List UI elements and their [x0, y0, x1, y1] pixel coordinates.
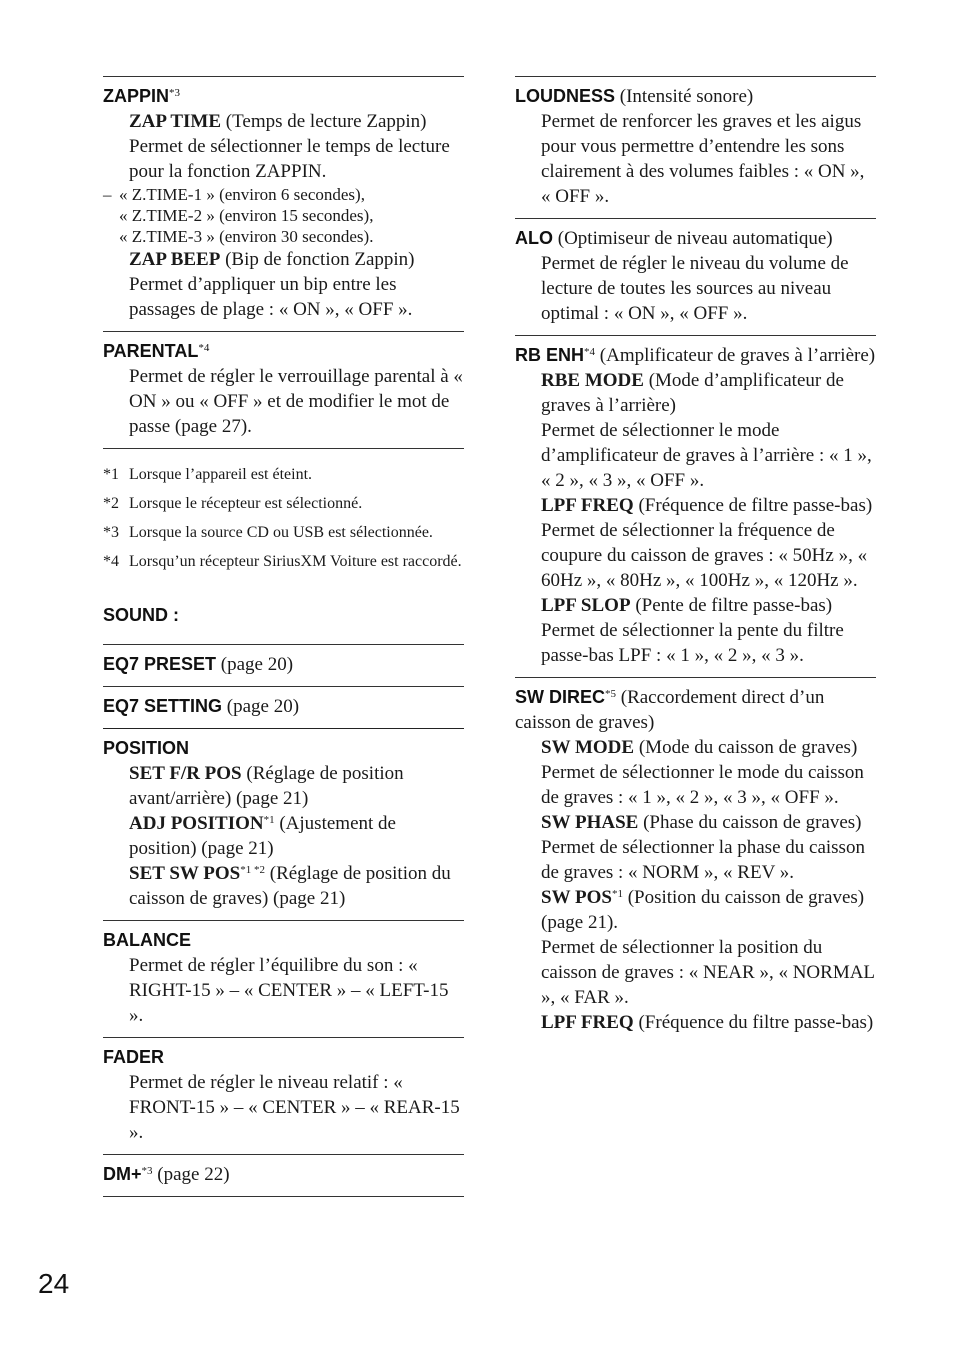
position-heading: POSITION: [103, 738, 190, 758]
menu-item-zappin: [103, 76, 464, 331]
zap-time-description: Permet de sélectionner le temps de lecture pour la fonction ZAPPIN.: [129, 136, 450, 182]
menu-item-balance: [103, 920, 464, 1037]
footnote-mark: *2: [103, 495, 119, 512]
lpf-freq-label: LPF FREQ: [541, 495, 634, 516]
zap-time-option-1: « Z.TIME-1 » (environ 6 secondes),: [119, 185, 365, 204]
zappin-note-ref: *3: [169, 87, 181, 99]
adj-position-label: ADJ POSITION: [129, 813, 264, 834]
set-sw-pos-label: SET SW POS: [129, 863, 241, 884]
left-column: [103, 76, 464, 1197]
fader-heading: FADER: [103, 1047, 165, 1067]
zap-time-option-3: « Z.TIME-3 » (environ 30 secondes).: [119, 227, 374, 246]
sw-direc-title: (Raccordement direct d’un caisson de graves): [515, 687, 825, 733]
footnote: [103, 492, 464, 515]
alo-description: Permet de régler le niveau du volume de lecture de toutes les sources au niveau optimal : « ON », « OFF ».: [541, 253, 849, 324]
footnote-text: Lorsqu’un récepteur SiriusXM Voiture est raccordé.: [129, 553, 462, 570]
zap-time-title: (Temps de lecture Zappin): [221, 111, 427, 132]
rbe-mode-label: RBE MODE: [541, 370, 644, 391]
sw-pos-title: (Position du caisson de graves) (page 21).: [541, 887, 865, 933]
parental-description: Permet de régler le verrouillage parental à « ON » ou « OFF » et de modifier le mot de passe (page 27).: [129, 366, 463, 437]
zap-time-options: – « Z.TIME-1 » (environ 6 secondes), « Z.TIME-2 » (environ 15 secondes), « Z.TIME-3 » (environ 30 secondes).: [103, 185, 374, 246]
eq7-preset-heading: EQ7 PRESET: [103, 654, 217, 674]
footnote-text: Lorsque le récepteur est sélectionné.: [129, 495, 363, 512]
rb-enh-note-ref: *4: [584, 346, 596, 358]
sw-direc-note-ref: *5: [605, 688, 616, 700]
menu-item-alo: [515, 218, 876, 335]
balance-heading: BALANCE: [103, 930, 191, 950]
adj-position-text: (Ajustement de position) (page 21): [129, 813, 396, 859]
sw-pos-note-ref: *1: [611, 888, 623, 900]
parental-heading: PARENTAL: [103, 341, 199, 361]
set-fr-pos-label: SET F/R POS: [129, 763, 242, 784]
sw-phase-label: SW PHASE: [541, 812, 639, 833]
sw-pos-label: SW POS: [541, 887, 612, 908]
footnote-mark: *4: [103, 553, 119, 570]
zappin-heading: ZAPPIN: [103, 86, 170, 106]
sw-pos-description: Permet de sélectionner la position du caisson de graves : « NEAR », « NORMAL », « FAR ».: [541, 937, 875, 1008]
sw-mode-description: Permet de sélectionner le mode du caisson de graves : « 1 », « 2 », « 3 », « OFF ».: [541, 762, 864, 808]
loudness-title: (Intensité sonore): [615, 86, 754, 107]
set-fr-pos-item: [129, 761, 464, 811]
zap-time-item: [103, 109, 464, 322]
page-number: 24: [38, 1268, 70, 1299]
dm-plus-heading: DM+: [103, 1164, 142, 1184]
alo-title: (Optimiseur de niveau automatique): [553, 228, 833, 249]
eq7-setting-page: (page 20): [222, 696, 300, 717]
dm-plus-note-ref: *3: [141, 1165, 153, 1177]
sw-lpf-freq-title: (Fréquence du filtre passe-bas): [633, 1012, 874, 1033]
set-sw-pos-text: (Réglage de position du caisson de graves) (page 21): [129, 863, 451, 909]
footnote: [103, 463, 464, 486]
footnote-text: Lorsque la source CD ou USB est sélectionnée.: [129, 524, 433, 541]
parental-note-ref: *4: [198, 342, 210, 354]
zap-time-option-2: « Z.TIME-2 » (environ 15 secondes),: [119, 206, 374, 225]
menu-item-rb-enh: [515, 335, 876, 677]
zap-beep-description: Permet d’appliquer un bip entre les passages de plage : « ON », « OFF ».: [129, 274, 413, 320]
zap-beep-title: (Bip de fonction Zappin): [220, 249, 415, 270]
zap-time-label: ZAP TIME: [129, 111, 222, 132]
lpf-freq-title: (Fréquence de filtre passe-bas): [633, 495, 873, 516]
footnote: [103, 550, 464, 573]
loudness-heading: LOUDNESS: [515, 86, 616, 106]
alo-heading: ALO: [515, 228, 553, 248]
balance-description: Permet de régler l’équilibre du son : « RIGHT-15 » – « CENTER » – « LEFT-15 ».: [129, 955, 449, 1026]
set-fr-pos-text: (Réglage de position avant/arrière) (page 21): [129, 763, 404, 809]
right-column: [515, 76, 876, 1044]
rbe-mode-title: (Mode d’amplificateur de graves à l’arrière): [541, 370, 844, 416]
adj-position-note-ref: *1: [263, 814, 275, 826]
footnote-mark: *1: [103, 466, 119, 483]
footnote: [103, 521, 464, 544]
menu-item-eq7-preset: [103, 644, 464, 686]
rb-enh-heading: RB ENH: [515, 345, 585, 365]
footnotes: [103, 448, 464, 573]
menu-item-dm-plus: [103, 1154, 464, 1197]
menu-item-position: [103, 728, 464, 920]
lpf-slop-description: Permet de sélectionner la pente du filtre passe-bas LPF : « 1 », « 2 », « 3 ».: [541, 620, 844, 666]
lpf-freq-description: Permet de sélectionner la fréquence de coupure du caisson de graves : « 50Hz », « 60Hz », « 80Hz », « 100Hz », « 120Hz ».: [541, 520, 868, 591]
loudness-description: Permet de renforcer les graves et les aigus pour vous permettre d’entendre les sons clairement à des volumes faibles : « ON », « OFF ».: [541, 111, 865, 207]
sw-phase-title: (Phase du caisson de graves): [638, 812, 862, 833]
rb-enh-title: (Amplificateur de graves à l’arrière): [595, 345, 876, 366]
eq7-preset-page: (page 20): [216, 654, 294, 675]
menu-item-parental: [103, 331, 464, 448]
sound-section-title: SOUND :: [103, 605, 179, 625]
sw-phase-description: Permet de sélectionner la phase du caisson de graves : « NORM », « REV ».: [541, 837, 865, 883]
adj-position-item: [129, 811, 464, 861]
dm-plus-page: (page 22): [152, 1164, 230, 1185]
eq7-setting-heading: EQ7 SETTING: [103, 696, 223, 716]
sw-mode-label: SW MODE: [541, 737, 635, 758]
sw-direc-heading: SW DIREC: [515, 687, 605, 707]
zap-beep-label: ZAP BEEP: [129, 249, 221, 270]
sw-lpf-freq-label: LPF FREQ: [541, 1012, 634, 1033]
footnote-mark: *3: [103, 524, 119, 541]
rbe-mode-description: Permet de sélectionner le mode d’amplificateur de graves à l’arrière : « 1 », « 2 », « 3 », « OFF ».: [541, 420, 872, 491]
set-sw-pos-note-ref: *1 *2: [240, 864, 265, 876]
menu-item-sw-direc: [515, 677, 876, 1044]
set-sw-pos-item: [129, 861, 464, 911]
menu-item-fader: [103, 1037, 464, 1154]
lpf-slop-title: (Pente de filtre passe-bas): [630, 595, 833, 616]
menu-item-eq7-setting: [103, 686, 464, 728]
menu-item-loudness: [515, 76, 876, 218]
footnote-text: Lorsque l’appareil est éteint.: [129, 466, 313, 483]
fader-description: Permet de régler le niveau relatif : « FRONT-15 » – « CENTER » – « REAR-15 ».: [129, 1072, 460, 1143]
lpf-slop-label: LPF SLOP: [541, 595, 631, 616]
sw-mode-title: (Mode du caisson de graves): [634, 737, 858, 758]
